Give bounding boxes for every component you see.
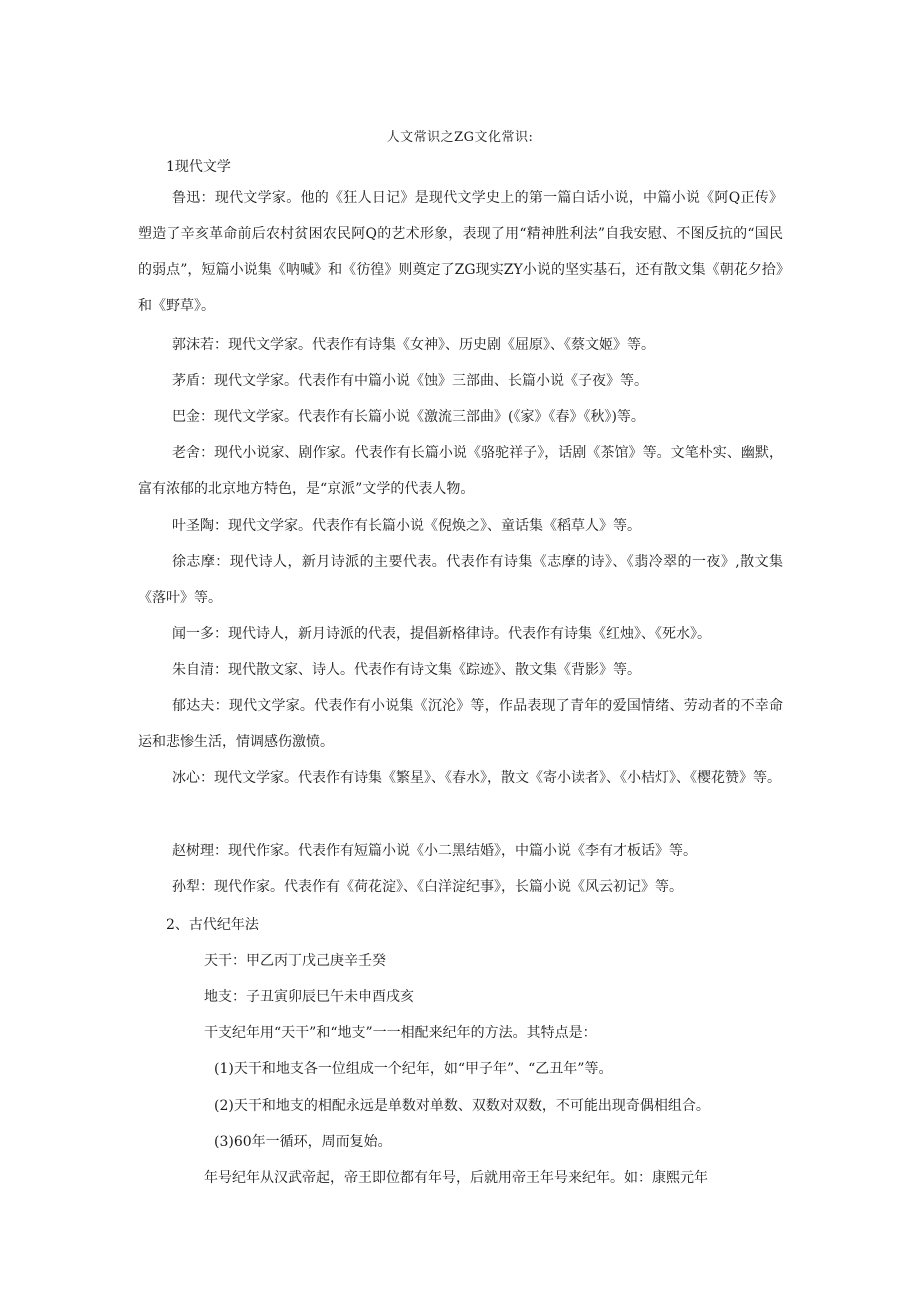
paragraph-ye-shengtao: 叶圣陶：现代文学家。代表作有长篇小说《倪焕之》、童话集《稻草人》等。 [172, 518, 641, 534]
paragraph-sun-li: 孙犁：现代作家。代表作有《荷花淀》、《白洋淀纪事》，长篇小说《风云初记》等。 [172, 879, 683, 895]
line-earthly-branches: 地支：子丑寅卯辰巳午未申酉戌亥 [204, 989, 414, 1005]
paragraph-zhu-ziqing: 朱自清：现代散文家、诗人。代表作有诗文集《踪迹》、散文集《背影》等。 [172, 662, 641, 678]
paragraph-xu-zhimo: 徐志摩：现代诗人，新月诗派的主要代表。代表作有诗集《志摩的诗》、《翡冷翠的一夜》,散文集《落叶》等。 [138, 554, 783, 606]
section-heading-ancient-calendar: 2、古代纪年法 [166, 917, 259, 933]
section-heading-modern-literature: 1现代文学 [166, 159, 231, 175]
paragraph-lao-she: 老舍：现代小说家、剧作家。代表作有长篇小说《骆驼祥子》，话剧《茶馆》等。文笔朴实、幽默，富有浓郁的北京地方特色，是“京派”文学的代表人物。 [138, 445, 783, 497]
paragraph-zhao-shuli: 赵树理：现代作家。代表作有短篇小说《小二黑结婚》，中篇小说《李有才板话》等。 [172, 843, 697, 859]
line-feature-1: (1)天干和地支各一位组成一个纪年，如“甲子年”、“乙丑年”等。 [214, 1061, 613, 1077]
paragraph-lu-xun: 鲁迅：现代文学家。他的《狂人日记》是现代文学史上的第一篇白话小说，中篇小说《阿Q正传》塑造了辛亥革命前后农村贫困农民阿Q的艺术形象，表现了用“精神胜利法”自我安慰、不图反抗的“国民的弱点”，短篇小说集《呐喊》和《彷徨》则奠定了ZG现实ZY小说的坚实基石，还有散文集《朝花夕拾》和《野草》。 [138, 190, 783, 314]
paragraph-yu-dafu: 郁达夫：现代文学家。代表作有小说集《沉沦》等，作品表现了青年的爱国情绪、劳动者的不幸命运和悲惨生活，情调感伤激愤。 [138, 698, 783, 750]
line-heavenly-stems: 天干：甲乙丙丁戊己庚辛壬癸 [204, 953, 386, 969]
paragraph-ba-jin: 巴金：现代文学家。代表作有长篇小说《激流三部曲》(《家》《春》《秋》)等。 [172, 409, 645, 425]
paragraph-guo-moruo: 郭沫若：现代文学家。代表作有诗集《女神》、历史剧《屈原》、《蔡文姬》等。 [172, 337, 655, 353]
line-reign-year: 年号纪年从汉武帝起，帝王即位都有年号，后就用帝王年号来纪年。如：康熙元年 [204, 1170, 708, 1186]
line-feature-3: (3)60年一循环，周而复始。 [214, 1134, 392, 1150]
document-title: 人文常识之ZG文化常识: [386, 130, 534, 145]
paragraph-mao-dun: 茅盾：现代文学家。代表作有中篇小说《蚀》三部曲、长篇小说《子夜》等。 [172, 373, 648, 389]
line-feature-2: (2)天干和地支的相配永远是单数对单数、双数对双数，不可能出现奇偶相组合。 [214, 1098, 710, 1114]
line-ganzhi-method: 干支纪年用“天干”和“地支”一一相配来纪年的方法。其特点是： [204, 1025, 597, 1041]
paragraph-wen-yiduo: 闻一多：现代诗人，新月诗派的代表，提倡新格律诗。代表作有诗集《红烛》、《死水》。 [172, 626, 711, 642]
paragraph-bing-xin: 冰心：现代文学家。代表作有诗集《繁星》、《春水》，散文《寄小读者》、《小桔灯》、《樱花赞》等。 [172, 770, 781, 786]
